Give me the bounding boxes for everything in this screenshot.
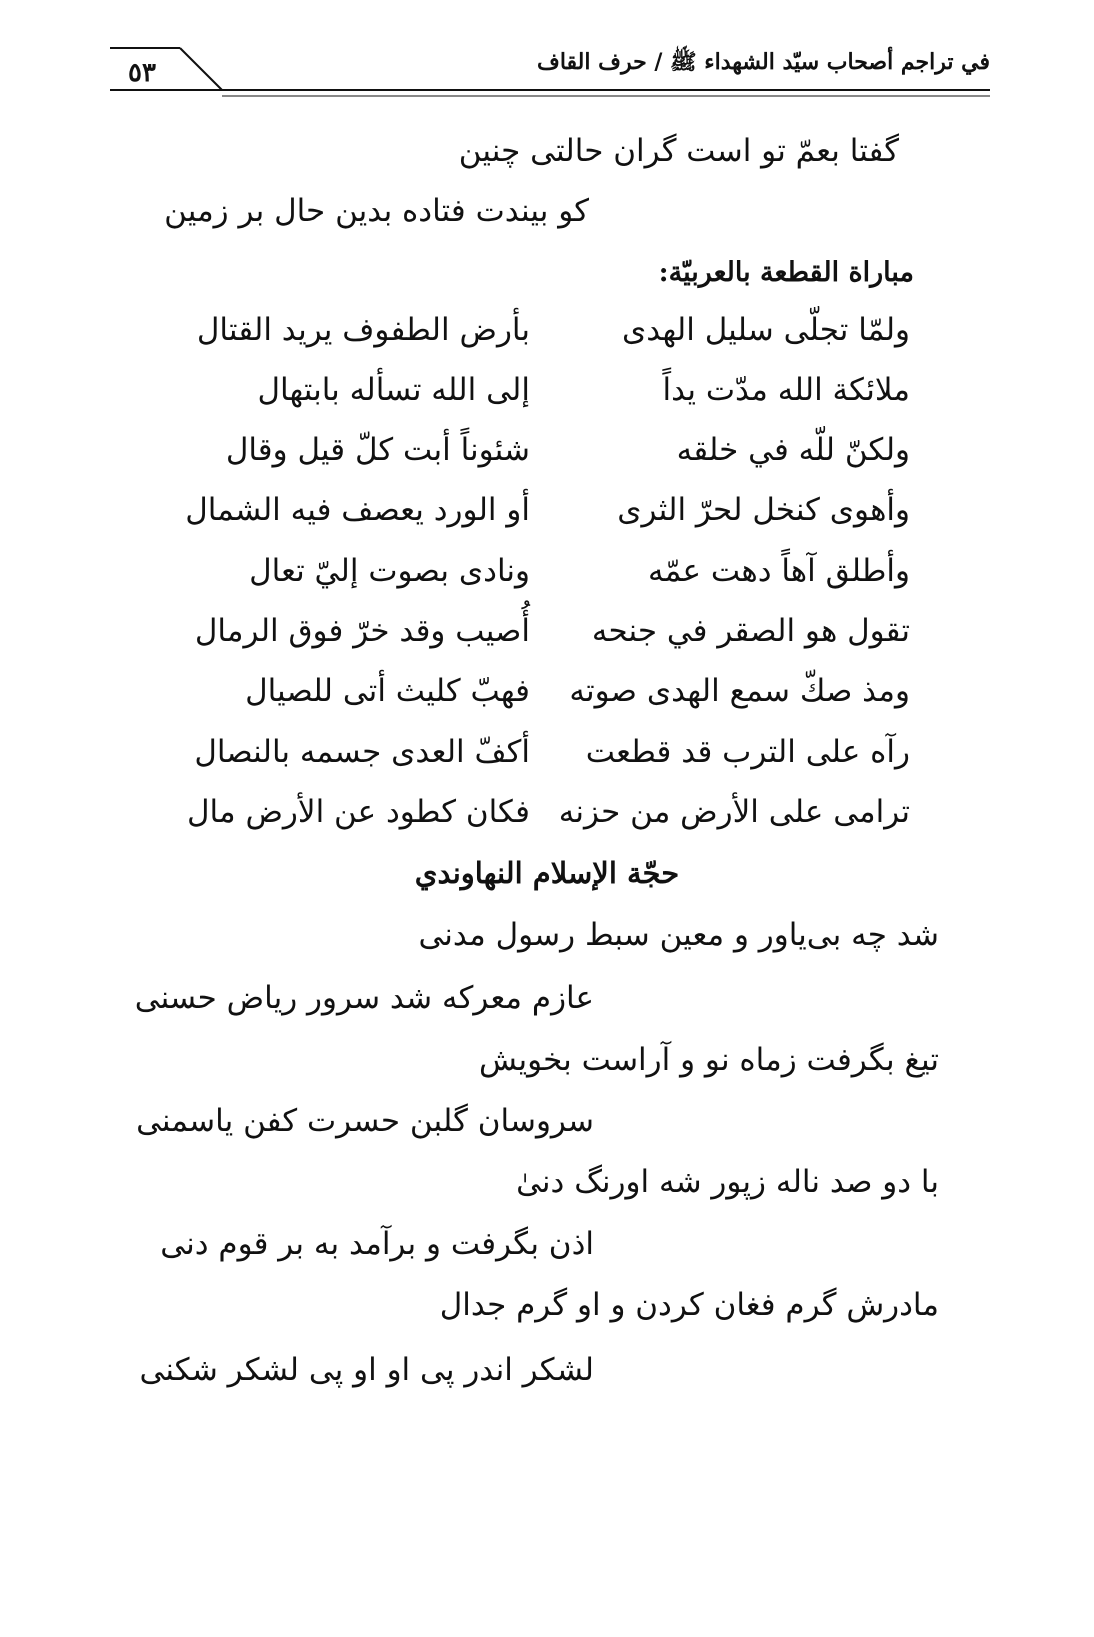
verse-second-hemistich: أُصيب وقد خرّ فوق الرمال <box>194 613 530 649</box>
verse-row <box>187 794 910 838</box>
verse-row <box>190 432 910 476</box>
verse-first-hemistich: وأطلق آهاً دهت عمّه <box>648 553 910 589</box>
persian-poem-line: لشكر اندر پى او او پى لشكر شكنى <box>139 1352 594 1388</box>
page-number: ٥٣ <box>128 58 156 88</box>
verse-first-hemistich: ومذ صكّ سمع الهدى صوته <box>569 673 910 709</box>
verse-second-hemistich: شئوناً أبت كلّ قيل وقال <box>225 432 530 468</box>
persian-poem-line: با دو صد ناله زپور شه اورنگ دنىٰ <box>516 1164 939 1200</box>
verse-first-hemistich: رآه على الترب قد قطعت <box>585 734 910 770</box>
verse-second-hemistich: أو الورد يعصف فيه الشمال <box>185 492 530 528</box>
verse-first-hemistich: ملائكة الله مدّت يداً <box>662 372 910 408</box>
verse-first-hemistich: ترامى على الأرض من حزنه <box>558 794 910 830</box>
verse-row <box>190 553 910 597</box>
verse-first-hemistich: تقول هو الصقر في جنحه <box>591 613 910 649</box>
persian-poem-line: مادرش گرم فغان كردن و او گرم جدال <box>439 1287 939 1323</box>
arabic-section-heading: مباراة القطعة بالعربيّة: <box>658 257 914 288</box>
verse-row <box>185 492 910 536</box>
persian-intro-line-1: گفتا بعمّ تو است گران حالتى چنين <box>458 133 899 169</box>
verse-row <box>190 372 910 416</box>
verse-second-hemistich: إلى الله تسأله بابتهال <box>257 372 530 408</box>
verse-second-hemistich: فهبّ كليث أتى للصيال <box>245 673 530 709</box>
persian-poem-line: عازم معركه شد سرور رياض حسنى <box>134 980 594 1016</box>
page-header <box>110 40 990 100</box>
author-heading: حجّة الإسلام النهاوندي <box>414 856 680 890</box>
verse-second-hemistich: أكفّ العدى جسمه بالنصال <box>194 734 530 770</box>
verse-first-hemistich: ولمّا تجلّى سليل الهدى <box>621 312 910 348</box>
header-title: في تراجم أصحاب سيّد الشهداء ﷺ / حرف القاف <box>537 49 990 75</box>
persian-poem-line: سروسان گلبن حسرت كفن ياسمنى <box>136 1103 594 1139</box>
persian-poem-line: تيغ بگرفت زماه نو و آراست بخويش <box>478 1042 939 1078</box>
persian-intro-line-2: كو بيندت فتاده بدين حال بر زمين <box>164 193 589 229</box>
verse-row <box>190 734 910 778</box>
verse-first-hemistich: ولكنّ للّه في خلقه <box>676 432 910 468</box>
persian-poem-line: شد چه بى‌ياور و معين سبط رسول مدنى <box>418 917 939 953</box>
verse-row <box>190 312 910 356</box>
verse-second-hemistich: بأرض الطفوف يريد القتال <box>196 312 530 348</box>
verse-second-hemistich: فكان كطود عن الأرض مال <box>187 794 530 830</box>
persian-poem-line: اذن بگرفت و برآمد به بر قوم دنى <box>160 1226 594 1262</box>
verse-row <box>190 613 910 657</box>
verse-row <box>190 673 910 717</box>
verse-first-hemistich: وأهوى كنخل لحرّ الثرى <box>617 492 910 528</box>
verse-second-hemistich: ونادى بصوت إليّ تعال <box>249 553 530 589</box>
